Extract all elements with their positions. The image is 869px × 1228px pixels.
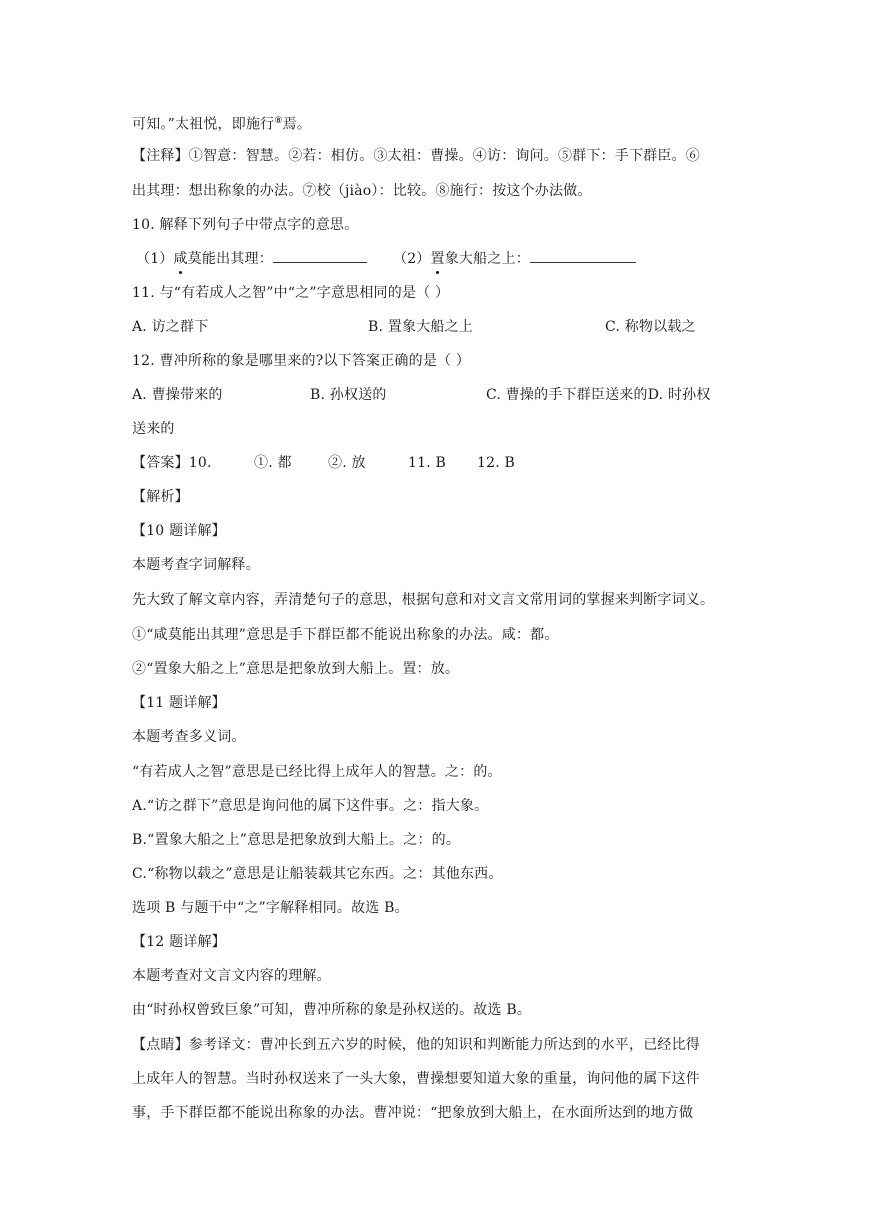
annotation-line-1: 【注释】①智意：智慧。②若：相仿。③太祖：曹操。④访：询问。⑤群下：手下群臣。⑥ (132, 148, 700, 164)
footnote-marker: ⑧ (274, 116, 283, 126)
detail-11-p4: B.“置象大船之上”意思是把象放到大船上。之：的。 (132, 832, 461, 848)
analysis-heading: 【解析】 (132, 489, 189, 505)
translation-p1: 【点睛】参考译文：曹冲长到五六岁的时候，他的知识和判断能力所达到的水平，已经比得 (132, 1037, 700, 1053)
detail-11-p6: 选项 B 与题干中“之”字解释相同。故选 B。 (132, 900, 409, 916)
option-d-continued: 送来的 (132, 421, 175, 437)
annotation-line-2: 出其理：想出称象的办法。⑦校（jiào）：比较。⑧施行：按这个办法做。 (132, 183, 592, 199)
answer-12: 12. B (477, 455, 516, 471)
detail-11-p3: A.“访之群下”意思是询问他的属下这件事。之：指大象。 (132, 798, 489, 814)
detail-11-heading: 【11 题详解】 (132, 695, 226, 711)
option-a[interactable]: A. 曹操带来的 (132, 387, 223, 403)
detail-12-p1: 本题考查对文言文内容的理解。 (132, 968, 331, 984)
detail-11-p2: “有若成人之智”意思是已经比得上成年人的智慧。之：的。 (132, 764, 502, 780)
detail-11-p5: C.“称物以载之”意思是让船装载其它东西。之：其他东西。 (132, 866, 503, 882)
passage-text: 可知。”太祖悦，即施行 (132, 116, 275, 133)
option-b[interactable]: B. 孙权送的 (310, 387, 387, 403)
dotted-char-xian: 咸 (173, 251, 188, 267)
detail-10-p4: ②“置象大船之上”意思是把象放到大船上。置：放。 (132, 661, 460, 677)
answer-blank-2[interactable] (530, 248, 636, 263)
detail-11-p1: 本题考查多义词。 (132, 729, 246, 745)
passage-text-end: 焉。 (282, 116, 312, 133)
answer-label: 【答案】10. (132, 455, 212, 471)
option-c[interactable]: C. 称物以载之 (605, 319, 696, 335)
dotted-char-zhi: 置 (430, 251, 445, 267)
translation-p2: 上成年人的智慧。当时孙权送来了一头大象，曹操想要知道大象的重量，询问他的属下这件 (132, 1071, 700, 1087)
detail-10-heading: 【10 题详解】 (132, 523, 226, 539)
answer-blank-1[interactable] (273, 248, 367, 263)
q10-item-1: （1）咸莫能出其理： (136, 248, 367, 269)
question-10: 10. 解释下列句子中带点字的意思。 (132, 217, 359, 233)
detail-10-p1: 本题考查字词解释。 (132, 557, 260, 573)
detail-12-heading: 【12 题详解】 (132, 934, 226, 950)
answer-11: 11. B (408, 455, 447, 471)
option-c-d[interactable]: C. 曹操的手下群臣送来的D. 时孙权 (486, 387, 711, 403)
translation-p3: 事，手下群臣都不能说出称象的办法。曹冲说：“把象放到大船上，在水面所达到的地方做 (132, 1105, 694, 1121)
answer-10-2: ②. 放 (328, 455, 366, 471)
detail-10-p3: ①“咸莫能出其理”意思是手下群臣都不能说出称象的办法。咸：都。 (132, 627, 559, 643)
answer-10-1: ①. 都 (254, 455, 292, 471)
option-a[interactable]: A. 访之群下 (132, 319, 209, 335)
q10-item-2: （2）置象大船之上： (393, 248, 636, 269)
question-11: 11. 与“有若成人之智”中“之”字意思相同的是（ ） (132, 285, 450, 301)
question-12: 12. 曹冲所称的象是哪里来的?以下答案正确的是（ ） (132, 353, 471, 369)
passage-end-line (132, 111, 752, 135)
detail-10-p2: 先大致了解文章内容，弄清楚句子的意思，根据句意和对文言文常用词的掌握来判断字词义。 (132, 592, 715, 608)
option-b[interactable]: B. 置象大船之上 (368, 319, 473, 335)
detail-12-p2: 由“时孙权曾致巨象”可知，曹冲所称的象是孙权送的。故选 B。 (132, 1002, 532, 1018)
